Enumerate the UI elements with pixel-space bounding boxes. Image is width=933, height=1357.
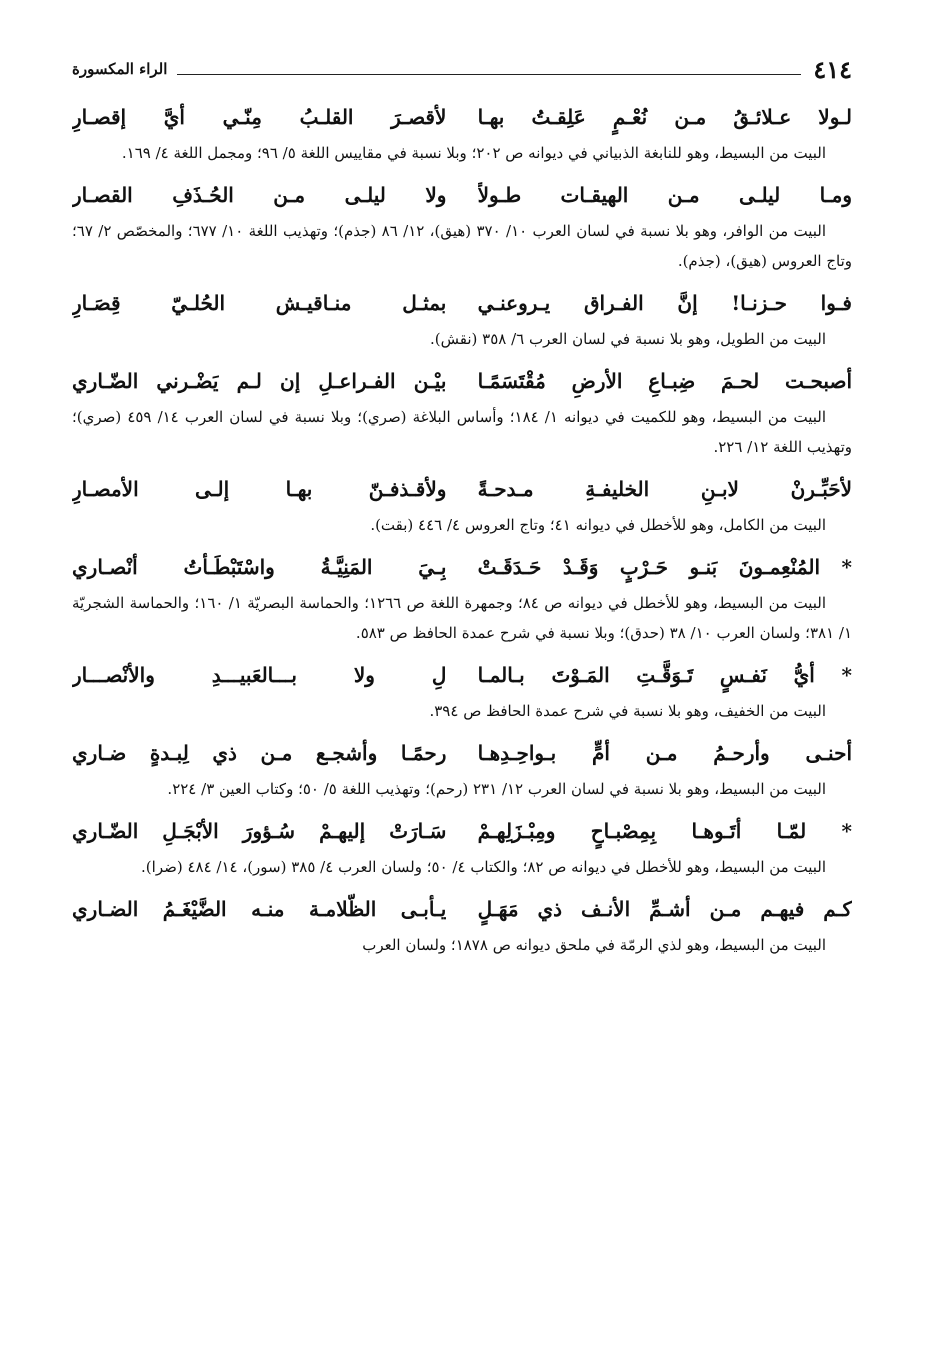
first-hemistich: * المُنْعِمـونَ بَنـو حَـرْبٍ وَقَـدْ حَـدَقَـتْ xyxy=(477,555,852,579)
verse-entry xyxy=(72,732,852,804)
verse-line xyxy=(72,732,852,774)
first-hemistich: فـوا حـزنـا! إنَّ الفـراق يـروعنـي xyxy=(477,291,852,315)
second-hemistich: ولأقـذفـنّ بهـا إلـى الأمصـارِ xyxy=(72,477,447,501)
running-title: الراء المكسورة xyxy=(72,60,177,78)
header-rule xyxy=(72,74,852,75)
verse-line xyxy=(72,546,852,588)
first-hemistich: لـولا عـلائـقُ مـن نُعْـمٍ عَلِقـتُ بهـا xyxy=(477,105,852,129)
verse-entry xyxy=(72,888,852,960)
verse-citation: البيت من الطويل، وهو بلا نسبة في لسان العرب ٦/ ٣٥٨ (نقش). xyxy=(430,330,826,348)
first-hemistich: كـم فيهـم مـن أشـمِّ الأنـف ذي مَهَـلٍ xyxy=(477,897,852,921)
verse-line xyxy=(72,468,852,510)
verse-line xyxy=(72,282,852,324)
book-page xyxy=(72,52,852,966)
first-hemistich: * أيُّ نَفـسٍ تَـوَقَّـتِ المَـوْتَ بـالمـا xyxy=(477,663,852,687)
verse-entry xyxy=(72,282,852,354)
verse-citation: البيت من البسيط، وهو للنابغة الذبياني في ديوانه ص ٢٠٢؛ وبلا نسبة في مقاييس اللغة ٥/ ٩٦؛ ومجمل اللغة ٤/ ١٦٩. xyxy=(121,144,826,162)
first-hemistich: * لمّـا أتَـوهـا بِمِصْبـاحٍ ومِبْـزَلِهـمْ xyxy=(477,819,852,843)
verse-citation: البيت من البسيط، وهو لذي الرمّة في ملحق ديوانه ص ١٨٧٨؛ ولسان العرب xyxy=(362,936,826,954)
second-hemistich: بيْـن الفـراعـلِ إن لـم يَضْـرني الضّـاري xyxy=(72,369,447,393)
verse-line xyxy=(72,174,852,216)
second-hemistich: بمثـل منـاقيـش الحُلـيّ قِصَـارِ xyxy=(72,291,447,315)
verse-citation: البيت من البسيط، وهو للأخطل في ديوانه ص ٨٤؛ وجمهرة اللغة ص ١٢٦٦؛ والحماسة البصريّة ١/ ١٦٠؛ والحماسة الشجريّة ١/ ٣٨١؛ ولسان العرب ١٠/ ٣٨ (حدق)؛ وبلا نسبة في شرح عمدة الحافظ ص ٥٨٣. xyxy=(72,594,852,642)
page-header xyxy=(72,52,852,86)
second-hemistich: رحمًـا وأشجـع مـن ذي لِبـدةٍ ضـاري xyxy=(72,741,447,765)
first-hemistich: ومـا ليلـى مـن الهيقـات طـولاً xyxy=(477,183,852,207)
page-number: ٤١٤ xyxy=(801,55,852,84)
second-hemistich: ولا ليلـى مـن الحُـذَفِ القصـار xyxy=(72,183,447,207)
verse-citation: البيت من البسيط، وهو للأخطل في ديوانه ص ٨٢؛ والكتاب ٤/ ٥٠؛ ولسان العرب ٤/ ٣٨٥ (سور)، ١٤/ ٤٨٤ (ضرا). xyxy=(141,858,826,876)
verse-line xyxy=(72,96,852,138)
second-hemistich: لأقصـرَ القلـبُ مِنّـي أيَّ إقصـارِ xyxy=(72,105,447,129)
first-hemistich: أحنـى وأرحـمُ مـن أمٍّ بـواحِـدِهـا xyxy=(477,741,852,765)
second-hemistich: لِ ولا بـــالعَبيـــدِ والأنْصـــار xyxy=(72,663,447,687)
verse-entry xyxy=(72,360,852,462)
verse-line xyxy=(72,654,852,696)
first-hemistich: لأحَبِّـرنْ لابـنِ الخليفـةِ مـدحـةً xyxy=(477,477,852,501)
second-hemistich: سَـارَتْ إليهـمْ سُـؤورَ الأبْجَـلِ الضّـاري xyxy=(72,819,447,843)
second-hemistich: بِـيَ المَنِيَّـةُ واسْتَبْطَـأتُ أنْصـاري xyxy=(72,555,447,579)
verse-entry xyxy=(72,546,852,648)
second-hemistich: يـأبـى الظّلامـة منـه الضَّيْغَـمُ الضـاري xyxy=(72,897,447,921)
verse-entry xyxy=(72,654,852,726)
verse-line xyxy=(72,810,852,852)
verse-entry xyxy=(72,174,852,276)
verse-citation: البيت من الكامل، وهو للأخطل في ديوانه ٤١؛ وتاج العروس ٤/ ٤٤٦ (بقت). xyxy=(370,516,826,534)
verse-citation: البيت من الخفيف، وهو بلا نسبة في شرح عمدة الحافظ ص ٣٩٤. xyxy=(429,702,826,720)
verse-citation: البيت من البسيط، وهو بلا نسبة في لسان العرب ١٢/ ٢٣١ (رحم)؛ وتهذيب اللغة ٥/ ٥٠؛ وكتاب العين ٣/ ٢٢٤. xyxy=(167,780,826,798)
verse-entry xyxy=(72,96,852,168)
verse-entry xyxy=(72,468,852,540)
verse-citation: البيت من الوافر، وهو بلا نسبة في لسان العرب ١٠/ ٣٧٠ (هيق)، ١٢/ ٨٦ (جذم)؛ وتهذيب اللغة ١٠/ ٦٧٧؛ والمخصّص ٢/ ٦٧؛ وتاج العروس (هيق)، (جذم). xyxy=(72,222,852,270)
verse-entry xyxy=(72,810,852,882)
verse-entries xyxy=(72,96,852,960)
verse-citation: البيت من البسيط، وهو للكميت في ديوانه ١/ ١٨٤؛ وأساس البلاغة (صري)؛ وبلا نسبة في لسان العرب ١٤/ ٤٥٩ (صري)؛ وتهذيب اللغة ١٢/ ٢٢٦. xyxy=(72,408,852,456)
verse-line xyxy=(72,360,852,402)
first-hemistich: أصبحـت لحـمَ ضِبـاعِ الأرضِ مُقْتَسَمًـا xyxy=(477,369,852,393)
verse-line xyxy=(72,888,852,930)
